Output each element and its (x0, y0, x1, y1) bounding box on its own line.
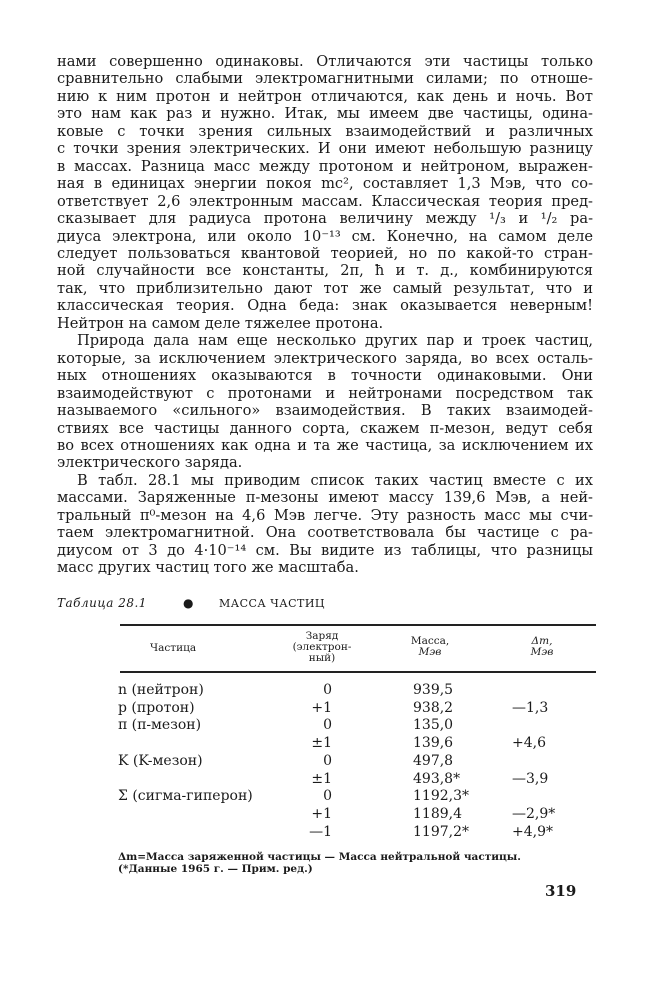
table-cell-particle: Σ (сигма-гиперон) (118, 788, 253, 805)
table-cell-dm: —3,9 (512, 770, 549, 787)
page-number: 319 (545, 882, 577, 900)
text-line: сказывает для радиуса протона величину между ¹/₃ и ¹/₂ ра- (57, 210, 593, 228)
header-dm (512, 636, 572, 658)
table-cell-charge: 0 (323, 752, 332, 769)
text-line: взаимодействуют с протонами и нейтронами посредством так (57, 384, 593, 402)
text-line: так, что приблизительно дают тот же самый результат, что и (57, 279, 593, 297)
table-cell-dm: +4,6 (512, 735, 546, 752)
footnote: (*Данные 1965 г. — Прим. ред.) (118, 863, 313, 875)
table-cell-charge: +1 (311, 699, 332, 716)
bullet-icon: ● (183, 596, 194, 610)
table-cell-charge: 0 (323, 682, 332, 698)
text-line: которые, за исключением электрического заряда, во всех осталь- (57, 349, 593, 367)
table-cell-charge: +1 (311, 805, 332, 822)
text-line: следует пользоваться квантовой теорией, но по какой-то стран- (57, 244, 593, 262)
table-cell-charge: 0 (323, 788, 332, 805)
header-charge-line: (электрон- (292, 641, 352, 653)
body-text (57, 53, 593, 577)
text-line: в массах. Разница масс между протоном и нейтроном, выражен- (57, 157, 593, 175)
text-line: ковые с точки зрения сильных взаимодействий и различных (57, 122, 593, 140)
text-line: массами. Заряженные π-мезоны имеют массу 139,6 Мэв, а ней- (57, 489, 593, 507)
table-cell-mass: 493,8* (413, 770, 461, 787)
table-cell-particle: π (π-мезон) (118, 717, 202, 734)
header-mass-line: Мэв (418, 646, 442, 658)
table-cell-mass: 938,2 (413, 699, 454, 716)
text-line: тральный π⁰-мезон на 4,6 Мэв легче. Эту разность масс мы счи- (57, 506, 593, 524)
text-line: Нейтрон на самом деле тяжелее протона. (57, 314, 384, 332)
text-line: ных отношениях оказываются в точности одинаковыми. Они (57, 367, 593, 385)
header-charge (282, 631, 362, 664)
header-mass-line: Масса, (410, 635, 450, 647)
text-line: с точки зрения электрических. И они имеют небольшую разницу (57, 140, 593, 158)
header-dm-line: Δm, (531, 635, 553, 647)
table-cell-particle: K (K-мезон) (118, 752, 203, 769)
table-title: МАССА ЧАСТИЦ (219, 597, 326, 610)
text-line: электрического заряда. (57, 454, 243, 472)
text-line: ной случайности все константы, 2π, ħ и т. д., комбинируются (57, 262, 593, 280)
table-cell-mass: 1192,3* (413, 788, 469, 805)
table-cell-dm: —1,3 (512, 699, 549, 716)
table-cell-mass: 497,8 (413, 752, 454, 769)
text-line: это нам как раз и нужно. Итак, мы имеем две частицы, одина- (57, 105, 593, 123)
table-top-rule (120, 624, 596, 626)
table-cell-charge: ±1 (311, 770, 332, 787)
table-cell-mass: 939,5 (413, 682, 454, 698)
table-caption (57, 596, 326, 610)
text-line: нами совершенно одинаковы. Отличаются эти частицы только (57, 53, 593, 70)
text-line: В табл. 28.1 мы приводим список таких частиц вместе с их (77, 471, 593, 489)
table-cell-dm: —2,9* (512, 805, 556, 822)
footnote: Δm=Масса заряженной частицы — Масса нейтральной частицы. (118, 851, 521, 863)
table-cell-mass: 1189,4 (413, 805, 462, 822)
text-line: ответствует 2,6 электронным массам. Классическая теория пред- (57, 192, 593, 210)
table-cell-charge: ±1 (311, 735, 332, 752)
text-line: классическая теория. Одна беда: знак оказывается неверным! (57, 297, 593, 315)
text-line: во всех отношениях как одна и та же частица, за исключением их (57, 436, 593, 454)
text-line: называемого «сильного» взаимодействия. В таких взаимодей- (57, 402, 593, 420)
header-charge-line: Заряд (305, 630, 339, 642)
text-line: Природа дала нам еще несколько других пар и троек частиц, (77, 332, 593, 350)
table-cell-particle: n (нейтрон) (118, 682, 204, 698)
table-cell-mass: 139,6 (413, 735, 454, 752)
text-line: таем электромагнитной. Она соответствовала бы частице с ра- (57, 524, 593, 542)
table-cell-charge: —1 (309, 823, 332, 840)
text-line: диусом от 3 до 4·10⁻¹⁴ см. Вы видите из таблицы, что разницы (57, 541, 593, 559)
text-line: нию к ним протон и нейтрон отличаются, как день и ночь. Вот (57, 87, 593, 105)
text-line: диуса электрона, или около 10⁻¹³ см. Конечно, на самом деле (57, 227, 593, 245)
table-cell-dm: +4,9* (512, 823, 553, 840)
table-cell-mass: 135,0 (413, 717, 454, 734)
table-header-rule (120, 671, 596, 673)
header-particle: Частица (150, 642, 197, 654)
header-mass (395, 636, 465, 658)
header-charge-line: ный) (308, 652, 336, 664)
text-line: масс других частиц того же масштаба. (57, 559, 359, 577)
table-cell-mass: 1197,2* (413, 823, 469, 840)
text-line: ная в единицах энергии покоя mc², составляет 1,3 Мэв, что со- (57, 175, 593, 193)
header-dm-line: Мэв (530, 646, 554, 658)
table-label: Таблица 28.1 (57, 596, 147, 610)
text-line: сравнительно слабыми электромагнитными силами; по отноше- (57, 70, 593, 88)
table-cell-charge: 0 (323, 717, 332, 734)
table-cell-particle: p (протон) (118, 699, 195, 716)
text-line: ствиях все частицы данного сорта, скажем π-мезон, ведут себя (57, 419, 593, 437)
